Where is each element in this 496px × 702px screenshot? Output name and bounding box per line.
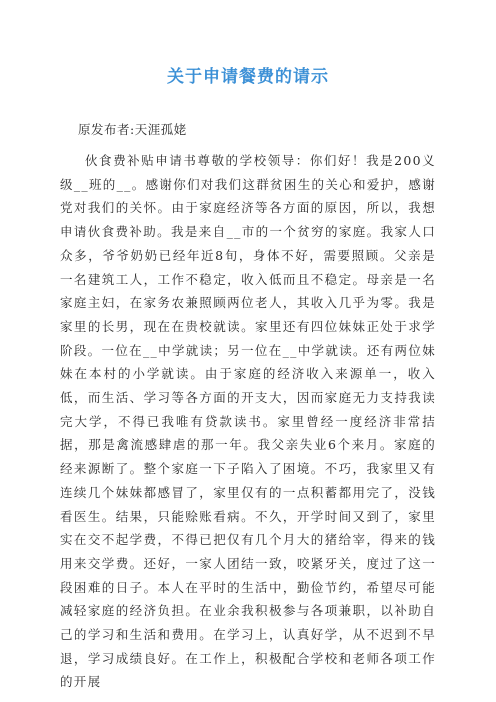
document-title: 关于申请餐费的请示 — [167, 67, 329, 87]
author-line: 原发布者:天涯孤姥 — [78, 122, 187, 137]
body-paragraph: 伙食费补贴申请书尊敬的学校领导：你们好！我是200义级__班的__。感谢你们对我们这群贫困生的关心和爱护，感谢党对我们的关怀。由于家庭经济等各方面的原因，所以，我想申请伙食费补助。我是来自__市的一个贫穷的家庭。我家人口众多，爷爷奶奶已经年近8旬，身体不好，需要照顾。父亲是一名建筑工人，工作不稳定，收入低而且不稳定。母亲是一名家庭主妇，在家务农兼照顾两位老人，其收入几乎为零。我是家里的长男，现在在贵校就读。家里还有四位妹妹正处于求学阶段。一位在__中学就读；另一位在__中学就读。还有两位妹妹在本村的小学就读。由于家庭的经济收入来源单一，收入低，而生活、学习等各方面的开支大，因而家庭无力支持我读完大学，不得已我唯有贷款读书。家里曾经一度经济非常拮据，那是禽流感肆虐的那一年。我父亲失业6个来月。家庭的经来源断了。整个家庭一下子陷入了困境。不巧，我家里又有连续几个妹妹都感冒了，家里仅有的一点积蓄都用完了，没钱看医生。结果，只能赊账看病。不久，开学时间又到了，家里实在交不起学费，不得已把仅有几个月大的猪给宰，得来的钱用来交学费。还好，一家人团结一致，咬紧牙关，度过了这一段困难的日子。本人在平时的生活中，勤俭节约，希望尽可能减轻家庭的经济负担。在业余我积极参与各项兼职，以补助自己的学习和生活和费用。在学习上，认真好学，从不迟到不早退，学习成绩良好。在工作上，积极配合学校和老师各项工作的开展 — [60, 153, 436, 690]
